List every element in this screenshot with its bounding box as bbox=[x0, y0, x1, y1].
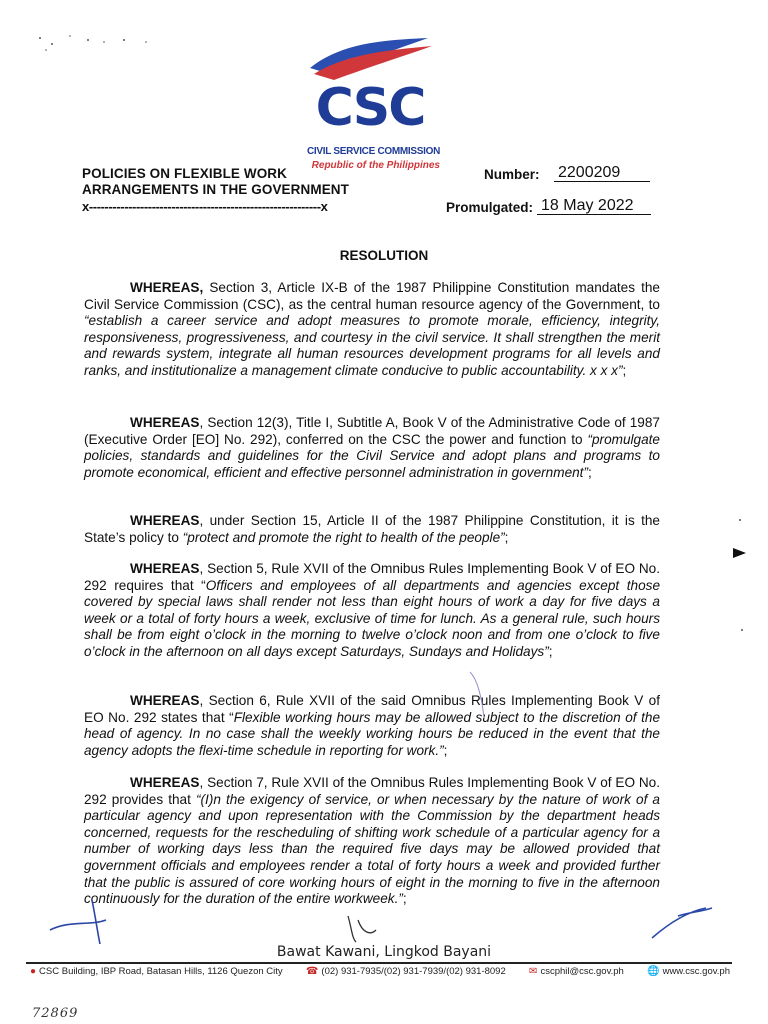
logo-country: Republic of the Philippines bbox=[311, 160, 440, 171]
footer-website[interactable]: 🌐 www.csc.gov.ph bbox=[647, 966, 730, 977]
whereas-paragraph-2: WHEREAS, Section 12(3), Title I, Subtitle A, Book V of the Administrative Code of 1987 (Executive Order [EO] No. 292), conferred on the CSC the power and function to “promulgate policies, standards and guidelines for the Civil Service and adopt plans and programs to promote economical, efficient and effective personnel administration in government”; bbox=[84, 415, 660, 480]
promulgated-label: Promulgated: bbox=[446, 200, 534, 215]
document-title bbox=[82, 166, 412, 198]
blue-initial-right bbox=[652, 908, 712, 938]
number-value: 2200209 bbox=[554, 164, 650, 182]
whereas-paragraph-3: WHEREAS, under Section 15, Article II of the 1987 Philippine Constitution, it is the State’s policy to “protect and promote the right to health of the people”; bbox=[84, 513, 660, 545]
email-icon: ✉ bbox=[529, 966, 538, 977]
footer-email[interactable]: ✉ cscphil@csc.gov.ph bbox=[529, 966, 624, 977]
title-line-1: POLICIES ON FLEXIBLE WORK bbox=[82, 166, 288, 181]
promulgated-value: 18 May 2022 bbox=[537, 197, 651, 215]
location-pin-icon: ● bbox=[30, 966, 37, 977]
title-separator: x-----------------------------------------------------------x bbox=[82, 199, 328, 214]
handwritten-stamp-number: 72869 bbox=[32, 1006, 79, 1021]
footer-contact-line bbox=[30, 966, 730, 977]
footer-phone: ☎ (02) 931-7935/(02) 931-7939/(02) 931-8092 bbox=[305, 966, 506, 977]
footer-motto: Bawat Kawani, Lingkod Bayani bbox=[276, 944, 492, 960]
footer-address: ● CSC Building, IBP Road, Batasan Hills, 1126 Quezon City bbox=[30, 966, 283, 977]
whereas-paragraph-4: WHEREAS, Section 5, Rule XVII of the Omnibus Rules Implementing Book V of EO No. 292 requires that “Officers and employees of all departments and agencies except those covered by special laws shall render not less than eight hours of work a day for five days a week or a total of forty hours a week, exclusive of time for lunch. As a general rule, such hours shall be from eight o’clock in the morning to twelve o’clock noon and from one o’clock to five o’clock in the afternoon on all days except Saturdays, Sundays and Holidays”; bbox=[84, 561, 661, 659]
black-initial-center bbox=[348, 916, 376, 942]
page-arrow-mark bbox=[733, 548, 746, 558]
csc-logo bbox=[300, 34, 440, 171]
phone-icon: ☎ bbox=[305, 966, 319, 977]
logo-agency-name: CIVIL SERVICE COMMISSION bbox=[306, 146, 440, 157]
whereas-paragraph-6: WHEREAS, Section 7, Rule XVII of the Omnibus Rules Implementing Book V of EO No. 292 provides that “(I)n the exigency of service, or when necessary by the nature of work of a particular agency and upon representation with the Commission by the department heads concerned, requests for the rescheduling of shifting work schedule of a particular agency for a number of working days less than the required five days may be allowed provided that government officials and employees render a total of forty hours a week and provided further that the public is assured of core working hours of eight in the morning to five in the afternoon continuously for the duration of the entire workweek.”; bbox=[84, 775, 660, 907]
logo-wordmark: CSC bbox=[315, 78, 425, 138]
footer-divider bbox=[26, 962, 732, 964]
number-label: Number: bbox=[484, 167, 540, 182]
globe-icon: 🌐 bbox=[647, 966, 660, 977]
whereas-paragraph-5: WHEREAS, Section 6, Rule XVII of the said Omnibus Rules Implementing Book V of EO No. 292 states that “Flexible working hours may be allowed subject to the discretion of the head of agency. In no case shall the weekly working hours be reduced in the event that the agency adopts the flexi-time schedule in reporting for work.”; bbox=[84, 693, 661, 758]
whereas-paragraph-1: WHEREAS, Section 3, Article IX-B of the 1987 Philippine Constitution mandates the Civil Service Commission (CSC), as the central human resource agency of the Government, to “establish a career service and adopt measures to promote morale, efficiency, integrity, responsiveness, progressiveness, and courtesy in the civil service. It shall strengthen the merit and rewards system, integrate all human resources development programs for all levels and ranks, and institutionalize a management climate conducive to public accountability. x x x”; bbox=[84, 280, 660, 378]
title-line-2: ARRANGEMENTS IN THE GOVERNMENT bbox=[82, 182, 350, 197]
resolution-heading: RESOLUTION bbox=[339, 248, 429, 263]
